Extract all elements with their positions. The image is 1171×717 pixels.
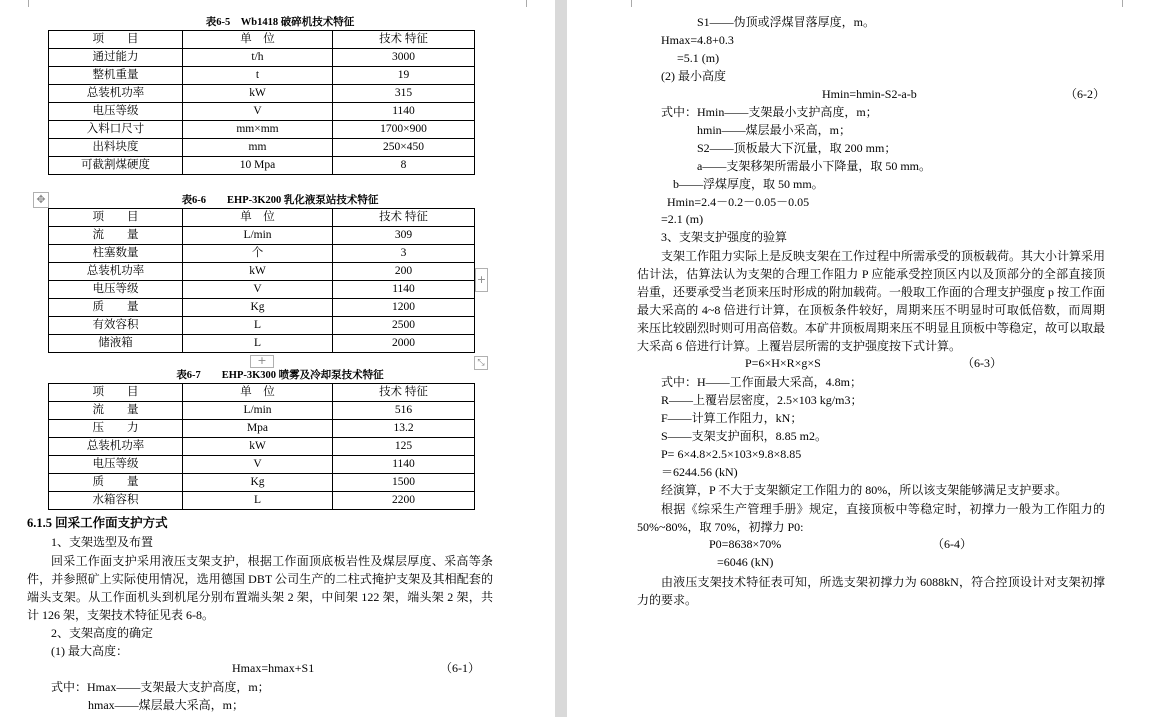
table-cell[interactable]: kW (183, 85, 333, 103)
paragraph: 根据《综采生产管理手册》规定，直接顶板中等稳定时，初撑力一般为工作阻力的 50%~80%，取 70%，初撑力 P0: (637, 502, 1105, 534)
table-cell[interactable]: 质 量 (49, 474, 183, 492)
formula-number: （6-4） (932, 537, 972, 551)
table-caption: 表6-6 EHP-3K200 乳化液泵站技术特征 (181, 195, 379, 206)
table-cell[interactable]: 516 (333, 402, 475, 420)
table-cell[interactable]: t (183, 67, 333, 85)
list-item: (1) 最大高度： (51, 644, 128, 658)
text-line: S——支架支护面积，8.85 m2。 (661, 429, 828, 443)
table-cell[interactable]: Kg (183, 299, 333, 317)
table-cell[interactable]: 可截割煤硬度 (49, 157, 183, 175)
text-line: S1——伪顶或浮煤冒落厚度，m。 (697, 15, 876, 29)
formula-number: （6-2） (1065, 87, 1105, 101)
table-row (49, 157, 475, 175)
table-cell[interactable]: 200 (333, 263, 475, 281)
crop-mark (623, 0, 632, 7)
table-cell[interactable]: 通过能力 (49, 49, 183, 67)
table-cell[interactable]: 309 (333, 227, 475, 245)
table-cell[interactable]: 315 (333, 85, 475, 103)
table-cell[interactable]: mm (183, 139, 333, 157)
text-line: =5.1 (m) (677, 51, 720, 65)
page-gap (555, 0, 567, 717)
text-line: hmin——煤层最小采高，m； (697, 123, 852, 137)
table-cell[interactable]: 1140 (333, 456, 475, 474)
table-cell[interactable]: kW (183, 263, 333, 281)
table-cell[interactable]: 压 力 (49, 420, 183, 438)
table-row (49, 317, 475, 335)
table-cell[interactable]: t/h (183, 49, 333, 67)
table-cell[interactable]: 19 (333, 67, 475, 85)
table-row (49, 49, 475, 67)
table-cell[interactable]: L (183, 335, 333, 353)
spec-table-crusher[interactable] (48, 30, 475, 175)
table-cell[interactable]: 有效容积 (49, 317, 183, 335)
table-cell[interactable]: 柱塞数量 (49, 245, 183, 263)
text-line: 式中：Hmin——支架最小支护高度，m； (661, 105, 878, 119)
table-row (49, 438, 475, 456)
table-row (49, 402, 475, 420)
table-header-cell[interactable]: 单 位 (183, 384, 333, 402)
table-row (49, 263, 475, 281)
formula: Hmax=hmax+S1 (232, 661, 315, 675)
subheading: 3、支架支护强度的验算 (661, 230, 788, 244)
spec-table-emulsion-pump[interactable] (48, 208, 475, 353)
table-header-cell[interactable]: 单 位 (183, 209, 333, 227)
table-cell[interactable]: 3000 (333, 49, 475, 67)
table-header-cell[interactable]: 技术 特征 (333, 384, 475, 402)
table-header-row (49, 209, 475, 227)
table-cell[interactable]: 水箱容积 (49, 492, 183, 510)
table-cell[interactable]: 13.2 (333, 420, 475, 438)
table-cell[interactable]: 总装机功率 (49, 263, 183, 281)
table-move-handle[interactable] (33, 192, 49, 208)
table-row (49, 121, 475, 139)
resize-icon: ⤡ (477, 358, 485, 368)
table-row (49, 227, 475, 245)
table-cell[interactable]: V (183, 103, 333, 121)
table-cell[interactable]: 3 (333, 245, 475, 263)
text-line: S2——顶板最大下沉量，取 200 mm； (697, 141, 897, 155)
add-column-button[interactable] (475, 268, 488, 292)
table-row (49, 281, 475, 299)
table-row (49, 67, 475, 85)
table-row (49, 85, 475, 103)
table-cell[interactable]: 总装机功率 (49, 85, 183, 103)
table-cell[interactable]: Kg (183, 474, 333, 492)
table-cell[interactable]: L/min (183, 227, 333, 245)
text-line: R——上覆岩层密度，2.5×103 kg/m3； (661, 393, 863, 407)
table-cell[interactable]: 出料块度 (49, 139, 183, 157)
formula-number: （6-1） (440, 661, 480, 675)
table-caption: 表6-7 EHP-3K300 喷雾及冷却泵技术特征 (176, 370, 384, 381)
table-row (49, 474, 475, 492)
move-icon: ✥ (36, 193, 46, 206)
document-page-left (0, 0, 555, 717)
table-cell[interactable]: 1700×900 (333, 121, 475, 139)
formula-number: （6-3） (962, 356, 1002, 370)
subheading: 1、支架选型及布置 (51, 535, 154, 549)
table-cell[interactable]: 1140 (333, 103, 475, 121)
text-line: 式中：H——工作面最大采高，4.8m； (661, 375, 863, 389)
table-cell[interactable]: 储液箱 (49, 335, 183, 353)
table-cell[interactable]: kW (183, 438, 333, 456)
table-row (49, 299, 475, 317)
table-cell[interactable]: 2200 (333, 492, 475, 510)
subheading: 2、支架高度的确定 (51, 626, 154, 640)
formula: P=6×H×R×g×S (745, 356, 821, 370)
table-cell[interactable]: 入料口尺寸 (49, 121, 183, 139)
table-cell[interactable]: 125 (333, 438, 475, 456)
table-caption: 表6-5 Wb1418 破碎机技术特征 (205, 17, 355, 28)
table-cell[interactable]: 电压等级 (49, 281, 183, 299)
table-header-cell[interactable]: 项 目 (49, 209, 183, 227)
paragraph: 支架工作阻力实际上是反映支架在工作过程中所需承受的顶板载荷。其大小计算采用估计法，估算法认为支架的合理工作阻力 P 应能承受控顶区内以及顶部分的全部直接顶岩重，还要承受当老顶来压时形成的附加载荷。一般取工作面的合理支护强度 p 按工作面最大采高的 4~8 倍进行计算，在顶板条件较好，周期来压不明显时可取低倍数，而周期来压比较剧烈时则可用高倍数。本矿井顶板周期来压不明显且顶板中等稳定，故可以取最大采高 6 倍进行计算。上覆岩层所需的支护强度按下式计算。 (637, 249, 1106, 353)
crop-mark (1122, 0, 1131, 7)
table-cell[interactable]: 流 量 (49, 402, 183, 420)
table-row (49, 245, 475, 263)
text-line: Hmax=4.8+0.3 (661, 33, 734, 47)
text-line: =6046 (kN) (717, 555, 774, 569)
table-header-cell[interactable]: 技术 特征 (333, 31, 475, 49)
table-header-row (49, 384, 475, 402)
table-cell[interactable]: Mpa (183, 420, 333, 438)
text-line: F——计算工作阻力，kN； (661, 411, 803, 425)
plus-icon: + (257, 354, 267, 367)
table-cell[interactable]: 1500 (333, 474, 475, 492)
table-cell[interactable]: 8 (333, 157, 475, 175)
text-line: hmax——煤层最大采高，m； (88, 698, 244, 712)
table-cell[interactable]: 质 量 (49, 299, 183, 317)
formula: P0=8638×70% (709, 537, 782, 551)
text-line: b——浮煤厚度，取 50 mm。 (673, 177, 824, 191)
table-cell[interactable]: 总装机功率 (49, 438, 183, 456)
table-cell[interactable]: mm×mm (183, 121, 333, 139)
paragraph: 由液压支架技术特征表可知，所选支架初撑力为 6088kN，符合控顶设计对支架初撑力的要求。 (637, 575, 1105, 607)
text-line: 式中：Hmax——支架最大支护高度，m； (51, 680, 270, 694)
table-row (49, 103, 475, 121)
table-cell[interactable]: 2500 (333, 317, 475, 335)
table-cell[interactable]: 1200 (333, 299, 475, 317)
paragraph: 回采工作面支护采用液压支架支护，根据工作面顶底板岩性及煤层厚度、采高等条件，并参照矿上实际使用情况，选用德国 DBT 公司生产的二柱式掩护支架及其相配套的端头支架。从工作面机头到机尾分别布置端头架 2 架，中间架 122 架，端头架 2 架，共计 126 架，支架技术特征见表 6-8。 (27, 554, 493, 622)
table-row (49, 139, 475, 157)
formula: Hmin=hmin-S2-a-b (822, 87, 917, 101)
text-line: a——支架移架所需最小下降量，取 50 mm。 (697, 159, 931, 173)
table-cell[interactable]: 10 Mpa (183, 157, 333, 175)
table-header-cell[interactable]: 技术 特征 (333, 209, 475, 227)
text-line: =2.1 (m) (661, 212, 704, 226)
table-cell[interactable]: 1140 (333, 281, 475, 299)
crop-mark (526, 0, 535, 7)
table-cell[interactable]: 电压等级 (49, 103, 183, 121)
table-cell[interactable]: 个 (183, 245, 333, 263)
table-resize-handle[interactable] (474, 356, 488, 370)
table-row (49, 420, 475, 438)
section-heading: 6.1.5 回采工作面支护方式 (27, 516, 168, 530)
crop-mark (20, 0, 29, 7)
table-header-cell[interactable]: 项 目 (49, 31, 183, 49)
text-line: P= 6×4.8×2.5×103×9.8×8.85 (661, 447, 802, 461)
document-page-right (567, 0, 1171, 717)
spec-table-spray-pump[interactable] (48, 383, 475, 510)
list-item: (2) 最小高度 (661, 69, 726, 83)
table-cell[interactable]: L/min (183, 402, 333, 420)
table-cell[interactable]: 250×450 (333, 139, 475, 157)
table-cell[interactable]: 流 量 (49, 227, 183, 245)
table-cell[interactable]: V (183, 456, 333, 474)
table-row (49, 492, 475, 510)
table-cell[interactable]: 电压等级 (49, 456, 183, 474)
plus-icon: + (476, 273, 487, 286)
text-line: 经演算，P 不大于支架额定工作阻力的 80%，所以该支架能够满足支护要求。 (661, 483, 1068, 497)
table-header-row (49, 31, 475, 49)
table-cell[interactable]: 2000 (333, 335, 475, 353)
text-line: ＝6244.56 (kN) (661, 465, 738, 479)
table-cell[interactable]: V (183, 281, 333, 299)
table-header-cell[interactable]: 单 位 (183, 31, 333, 49)
table-header-cell[interactable]: 项 目 (49, 384, 183, 402)
table-row (49, 335, 475, 353)
table-cell[interactable]: 整机重量 (49, 67, 183, 85)
table-cell[interactable]: L (183, 492, 333, 510)
table-row (49, 456, 475, 474)
text-line: Hmin=2.4－0.2－0.05－0.05 (667, 195, 810, 209)
table-cell[interactable]: L (183, 317, 333, 335)
